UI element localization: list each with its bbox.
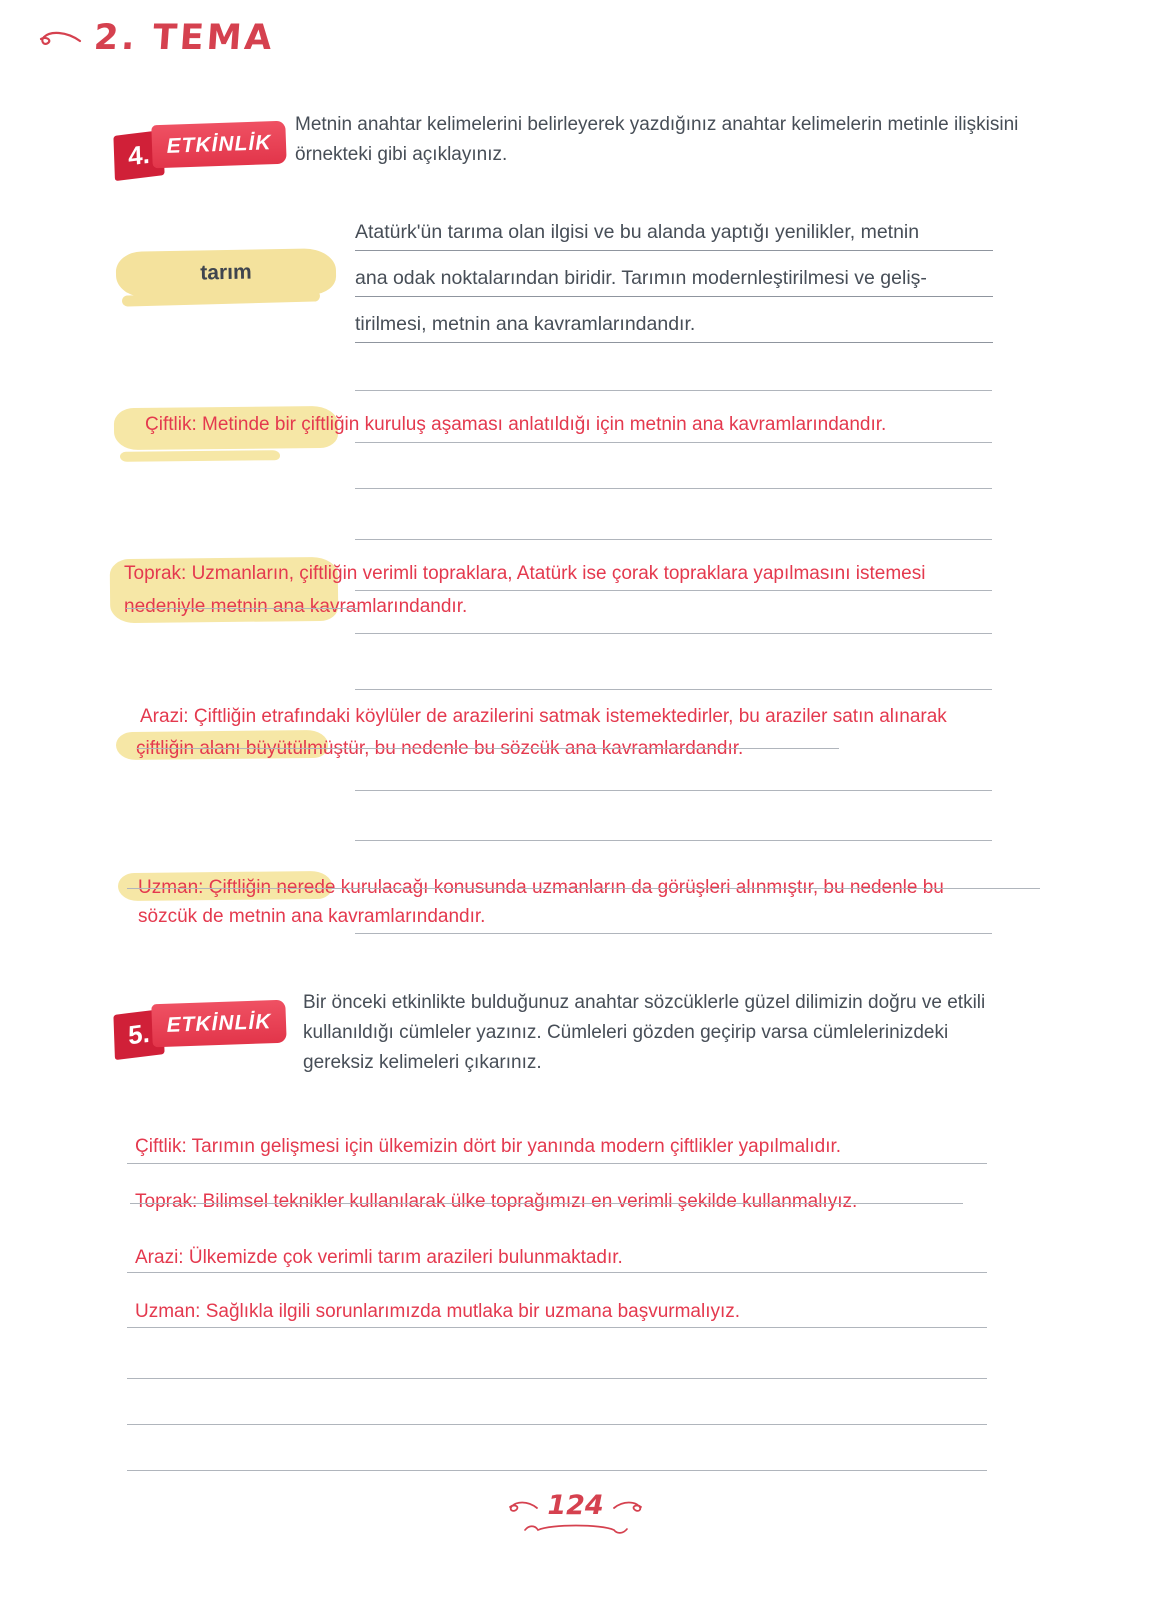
answer-rule bbox=[130, 1203, 963, 1204]
activity4-instruction: Metnin anahtar kelimelerini belirleyerek yazdığınız anahtar kelimelerin metinle ilişkisini örnekteki gibi açıklayınız. bbox=[295, 114, 1019, 165]
activity5-badge bbox=[112, 995, 287, 1057]
answer-uzman-line1: Uzman: Çiftliğin nerede kurulacağı konusunda uzmanların da görüşleri alınmıştır, bu nedenle bu bbox=[138, 877, 944, 898]
example-line: Atatürk'ün tarıma olan ilgisi ve bu alanda yaptığı yenilikler, metnin bbox=[355, 205, 993, 251]
ciftlik-highlight-tail bbox=[120, 450, 280, 462]
answer-arazi-line2: çiftliğin alanı büyütülmüştür, bu nedenle bu sözcük ana kavramlardandır. bbox=[136, 738, 744, 759]
answer-rule bbox=[126, 608, 358, 609]
footer-swirl-left-icon bbox=[501, 1496, 539, 1516]
page-footer bbox=[0, 1490, 1151, 1537]
answer-toprak-line1: Toprak: Uzmanların, çiftliğin verimli topraklara, Atatürk ise çorak topraklara yapılmasını istemesi bbox=[124, 563, 926, 584]
answer-rule bbox=[355, 633, 992, 634]
answer-rule bbox=[355, 488, 992, 489]
activity5-instruction: Bir önceki etkinlikte bulduğunuz anahtar sözcüklerle güzel dilimizin doğru ve etkili kullanıldığı cümleler yazınız. Cümleleri gözden geçirip varsa cümlelerinizdeki gereksiz kelimeleri çıkarınız. bbox=[303, 992, 986, 1073]
activity4-badge-label: ETKİNLİK bbox=[151, 121, 286, 169]
answer-rule bbox=[355, 442, 992, 443]
answer-toprak-line2: nedeniyle metnin ana kavramlarındandır. bbox=[124, 596, 468, 617]
answer-rule bbox=[127, 1424, 987, 1425]
example-line: ana odak noktalarından biridir. Tarımın modernleştirilmesi ve geliş- bbox=[355, 251, 993, 297]
answer-rule bbox=[355, 390, 992, 391]
answer5-toprak: Toprak: Bilimsel teknikler kullanılarak ülke toprağımızı en verimli şekilde kullanmalıyız. bbox=[135, 1191, 858, 1212]
page-number: 124 bbox=[547, 1490, 604, 1521]
activity5-number: 5. bbox=[113, 1009, 164, 1060]
theme-title: 2. TEMA bbox=[92, 18, 276, 58]
activity5-badge-label: ETKİNLİK bbox=[151, 1000, 286, 1048]
activity4-badge bbox=[112, 116, 287, 178]
example-answer bbox=[355, 205, 993, 343]
answer-rule bbox=[127, 1163, 987, 1164]
footer-underline-swirl bbox=[521, 1521, 631, 1537]
header-swirl-icon bbox=[34, 25, 82, 51]
answer-rule bbox=[355, 539, 992, 540]
answer-rule bbox=[127, 888, 1040, 889]
page-header bbox=[34, 18, 275, 58]
answer-rule bbox=[127, 1378, 987, 1379]
example-line: tirilmesi, metnin ana kavramlarındandır. bbox=[355, 297, 993, 343]
answer-rule bbox=[355, 590, 992, 591]
answer-rule bbox=[355, 790, 992, 791]
answer-arazi-line1: Arazi: Çiftliğin etrafındaki köylüler de arazilerini satmak istemektedirler, bu araziler satın alınarak bbox=[140, 706, 947, 727]
answer-rule bbox=[127, 1272, 987, 1273]
answer5-ciftlik: Çiftlik: Tarımın gelişmesi için ülkemizin dört bir yanında modern çiftlikler yapılmalıdır. bbox=[135, 1136, 842, 1157]
answer-rule bbox=[137, 748, 839, 749]
answer-rule bbox=[127, 1327, 987, 1328]
answer-rule bbox=[127, 1470, 987, 1471]
activity4-number: 4. bbox=[113, 130, 164, 181]
answer-uzman-line2: sözcük de metnin ana kavramlarındandır. bbox=[138, 906, 486, 927]
answer-rule bbox=[355, 689, 992, 690]
answer-rule bbox=[355, 840, 992, 841]
footer-swirl-right-icon bbox=[612, 1496, 650, 1516]
keyword-label: tarım bbox=[200, 260, 252, 285]
answer-rule bbox=[355, 933, 992, 934]
answer5-uzman: Uzman: Sağlıkla ilgili sorunlarımızda mutlaka bir uzmana başvurmalıyız. bbox=[135, 1301, 741, 1322]
answer5-arazi: Arazi: Ülkemizde çok verimli tarım arazileri bulunmaktadır. bbox=[135, 1247, 623, 1268]
answer-ciftlik: Çiftlik: Metinde bir çiftliğin kuruluş aşaması anlatıldığı için metnin ana kavramlarındandır. bbox=[145, 414, 887, 435]
